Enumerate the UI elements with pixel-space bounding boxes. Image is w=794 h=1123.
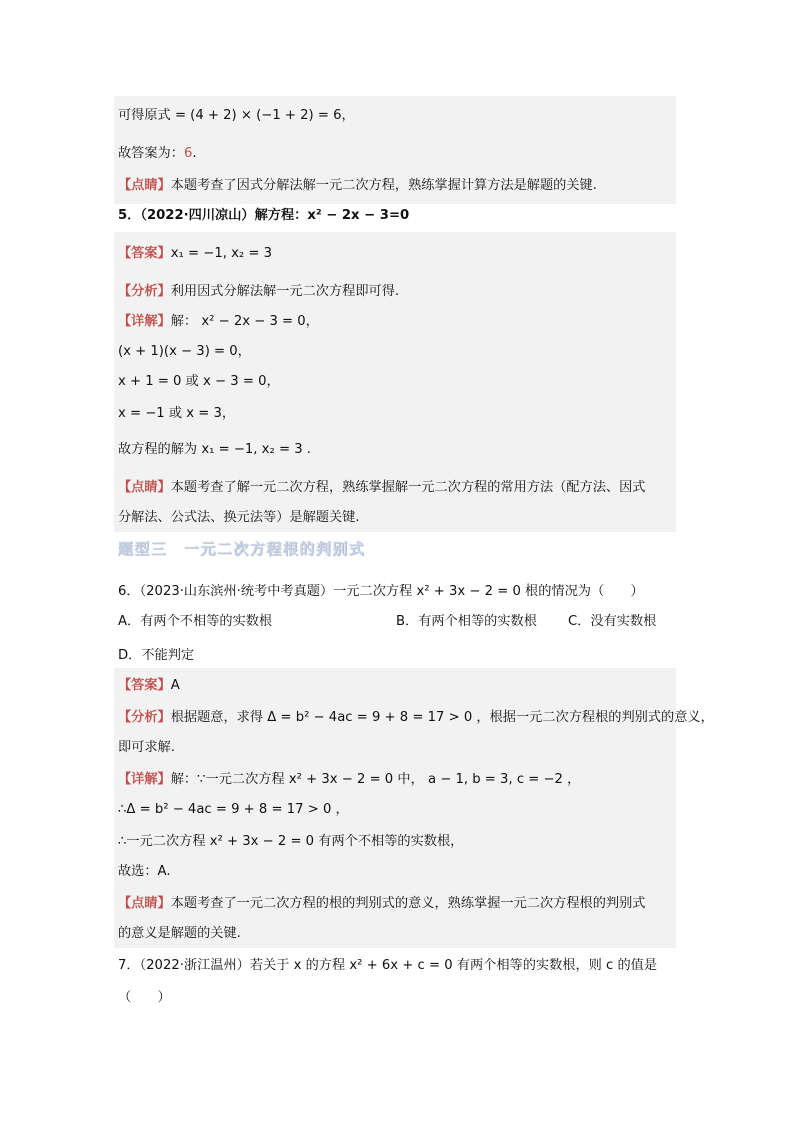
text-line-l24 — [118, 894, 646, 914]
line-text: x₁ = −1, x₂ = 3 — [170, 246, 273, 261]
line-text: D．不能判定 — [118, 648, 195, 663]
text-line-l7 — [118, 312, 319, 332]
line-text: ∴Δ = b² − 4ac = 9 + 8 = 17 > 0 ， — [118, 802, 349, 817]
text-line-l20 — [118, 770, 580, 790]
section-tag: 【详解】 — [118, 314, 171, 329]
text-line-l1 — [118, 106, 355, 126]
text-line-l12 — [118, 478, 646, 498]
text-line-l19 — [118, 738, 175, 758]
line-text: 的意义是解题的关键. — [118, 926, 241, 941]
section-tag: 【答案】 — [118, 246, 171, 261]
line-text: 故选：A. — [118, 864, 171, 879]
line-text: 7．（2022·浙江温州）若关于 x 的方程 x² + 6x + c = 0 有两个相等的实数根，则 c 的值是 — [118, 958, 658, 973]
text-line-l26 — [118, 956, 657, 976]
line-text: (x + 1)(x − 3) = 0， — [118, 344, 251, 359]
line-text: x + 1 = 0 或 x − 3 = 0， — [118, 374, 280, 389]
section-tag: 【分析】 — [118, 710, 171, 725]
line-text: 6．（2023·山东滨州·统考中考真题）一元二次方程 x² + 3x − 2 = 0 根的情况为（ ） — [118, 584, 644, 599]
text-line-l17 — [118, 676, 180, 696]
text-line-l4 — [118, 206, 409, 226]
text-line-l16 — [118, 646, 194, 666]
text-line-l6 — [118, 282, 399, 302]
text-line-l10 — [118, 404, 235, 424]
line-text: 可得原式 = (4 + 2) × (−1 + 2) = 6， — [118, 108, 355, 123]
choice-b: B．有两个相等的实数根 — [396, 614, 537, 629]
text-line-l22 — [118, 832, 463, 852]
line-text: 5．（2022·四川凉山）解方程：x² − 2x − 3=0 — [118, 208, 410, 223]
line-text: x = −1 或 x = 3， — [118, 406, 236, 421]
section-title: 题型三 一元二次方程根的判别式 — [118, 540, 366, 558]
answer-prefix: 故答案为： — [118, 146, 184, 161]
line-text: 本题考查了解一元二次方程，熟练掌握解一元二次方程的常用方法（配方法、因式 — [170, 480, 646, 495]
section-tag: 【答案】 — [118, 678, 171, 693]
line-text: 即可求解. — [118, 740, 175, 755]
line-text: ∴一元二次方程 x² + 3x − 2 = 0 有两个不相等的实数根， — [118, 834, 464, 849]
text-line-l11 — [118, 440, 311, 460]
line-text: A — [170, 678, 180, 693]
text-line-l9 — [118, 372, 280, 392]
section-tag: 【点睛】 — [118, 480, 171, 495]
text-line-l18 — [118, 708, 714, 728]
line-text: 解： x² − 2x − 3 = 0， — [170, 314, 319, 329]
section-tag: 【详解】 — [118, 772, 171, 787]
text-line-l25 — [118, 924, 241, 944]
section-tag: 【点睛】 — [118, 178, 171, 193]
text-line-l2 — [118, 144, 197, 164]
text-line-l13 — [118, 508, 360, 528]
line-text: 利用因式分解法解一元二次方程即可得. — [170, 284, 400, 299]
line-text: 故方程的解为 x₁ = −1, x₂ = 3 . — [118, 442, 311, 457]
text-line-l21 — [118, 800, 349, 820]
line-text: 本题考查了因式分解法解一元二次方程，熟练掌握计算方法是解题的关键. — [170, 178, 597, 193]
text-line-l8 — [118, 342, 251, 362]
line-text: （ ） — [118, 990, 171, 1005]
answer-suffix: . — [192, 146, 197, 161]
text-line-l27 — [118, 988, 171, 1008]
text-line-l15 — [118, 612, 272, 632]
line-text: 本题考查了一元二次方程的根的判别式的意义，熟练掌握一元二次方程根的判别式 — [170, 896, 646, 911]
line-text: 分解法、公式法、换元法等）是解题关键. — [118, 510, 360, 525]
line-text: A．有两个不相等的实数根 — [118, 614, 273, 629]
text-line-l14 — [118, 582, 644, 602]
section-tag: 【点睛】 — [118, 896, 171, 911]
answer-value: 6 — [183, 146, 193, 161]
choice-c: C．没有实数根 — [568, 614, 657, 629]
text-line-l5 — [118, 244, 272, 264]
section-tag: 【分析】 — [118, 284, 171, 299]
line-text: 根据题意，求得 Δ = b² − 4ac = 9 + 8 = 17 > 0 ，根据一元二次方程根的判别式的意义， — [170, 710, 714, 725]
text-line-l23 — [118, 862, 171, 882]
line-text: 解：∵一元二次方程 x² + 3x − 2 = 0 中， a − 1, b = 3, c = −2 ， — [170, 772, 581, 787]
text-line-l3 — [118, 176, 597, 196]
